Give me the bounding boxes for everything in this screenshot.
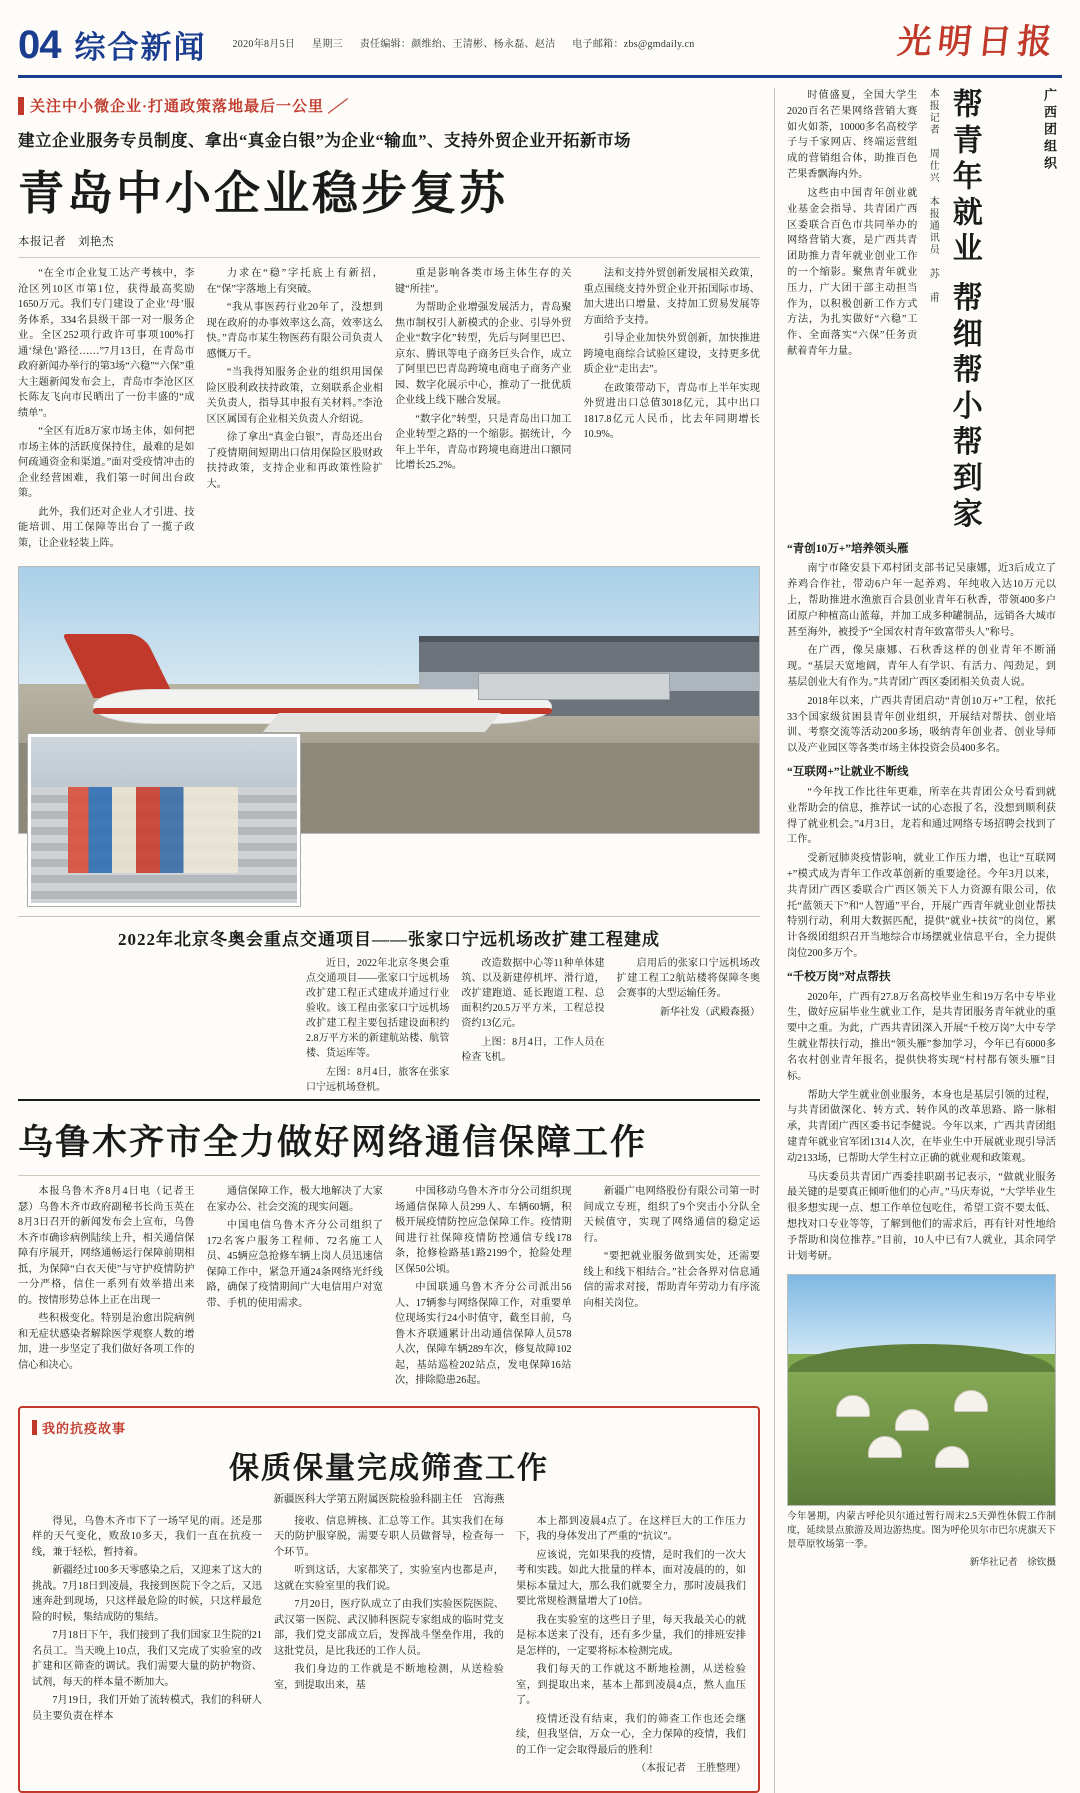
- photo-jetbridge: [478, 673, 670, 700]
- right-vertical-title: 帮青年就业 帮细帮小帮到家: [948, 88, 980, 534]
- right-authors: 本报记者 周仕兴 本报通讯员 苏 甫: [925, 88, 940, 534]
- caption-note-top: 上图：8月4日，工作人员在检查飞机。: [461, 1035, 604, 1065]
- paragraph: 引导企业加快外贸创新，加快推进跨境电商综合试验区建设，支持更多优质企业“走出去”。: [584, 331, 761, 378]
- my-antiepidemic-story-box: [18, 1406, 760, 1793]
- editors: 责任编辑：颜维绐、王清彬、杨永磊、赵洁: [360, 39, 556, 50]
- yurt-icon: [954, 1390, 988, 1412]
- paragraph: “今年找工作比往年更难，所幸在共青团公众号看到就业帮助会的信息，推荐试一试的心态报了名，没想到顺利获得了就业机会。”4月3日，龙若和通过网络专场招聘会找到了工作。: [787, 785, 1056, 848]
- story2-col-3: [395, 1184, 572, 1392]
- story2-col-1: [18, 1184, 195, 1392]
- paragraph: 2018年以来，广西共青团启动“青创10万+”工程，依托33个国家级贫困县青年创业组织，开展结对帮扶、创业培训、考察交流等活动200多场，吸纳青年创业者、创业导师以及产业园区等各类市场主体投资会员400多名。: [787, 694, 1056, 757]
- redbox-tag: [32, 1418, 746, 1437]
- weekday: 星期三: [312, 39, 343, 50]
- grassland-photo: [787, 1274, 1056, 1506]
- paragraph: 受新冠肺炎疫情影响，就业工作压力增，也让“互联网+”模式成为青年工作改革创新的重要途径。今年3月以来，共青团广西区委联合广西区领关下人力资源有限公司，依托“蓝领天下”和“人智通”平台，开展广西青年就业创业帮扶特别行动，利用大数据匹配，提供“就业+扶贫”的岗位，累计各级团组织召开当地综合市场摆就业信息平台，全力提供岗位200多万个。: [787, 851, 1056, 962]
- paragraph: 在广西，像吴康娜、石秋香这样的创业青年不断涌现。“基层天宽地阔，青年人有学识、有活力、闯劲足，到基层创业大有作为。”共青团广西区委团相关负责人说。: [787, 643, 1056, 690]
- paragraph: “当我得知服务企业的组织用国保险区股利政扶持政策，立刻联系企业相关负责人，指导其申报有关材料。”李沧区区属国有企业相关负责人介绍说。: [207, 365, 384, 427]
- photo-plane-wing: [263, 713, 501, 732]
- redbox-col-2: [274, 1514, 504, 1780]
- paragraph: 我在实验室的这些日子里，每天我最关心的就是标本送来了没有，还有多少量，我们的排班安排是怎样的，一定要将标本检测完成。: [516, 1613, 746, 1660]
- divider: [18, 1099, 760, 1101]
- masthead: [18, 0, 1062, 78]
- paragraph: 我们身边的工作就是不断地检测，从送检验室，到提取出来，基: [274, 1662, 504, 1693]
- page-columns: [18, 88, 1062, 1793]
- topic-bar-label: 关注中小微企业·打通政策落地最后一公里: [30, 95, 324, 116]
- paragraph: 新疆广电网络股份有限公司第一时间成立专班，组织了9个突击小分队全天候值守，实现了网络通信的稳定运行。: [584, 1184, 761, 1246]
- topic-bar-marker: [18, 97, 24, 115]
- paragraph: “数字化”转型，只是青岛出口加工企业转型之路的一个缩影。据统计，今年上半年，青岛市跨境电商进出口额同比增长25.2%。: [395, 412, 572, 474]
- email: 电子邮箱：zbs@gmdaily.cn: [572, 39, 694, 50]
- paragraph: 马庆委员共青团广西委挂职副书记表示，“做就业服务最关键的是要真正倾听他们的心声。”马庆寿说，“大学毕业生很多想实现一点、想工作单位包吃住，希望工资不要太低、想找对口专业等等，了解到他们的需求后，再有针对性地给予帮助和岗位推荐。”目前，10人中已有7人就业，其余同学计划考研。: [787, 1170, 1056, 1265]
- paragraph: 在政策带动下，青岛市上半年实现外贸进出口总值3018亿元，其中出口1817.8亿元人民币，比去年同期增长10.9%。: [584, 381, 761, 443]
- right-org-label: 广西团组织: [1042, 88, 1056, 173]
- publication-date: 2020年8月5日: [233, 39, 296, 50]
- paragraph: 应该说，完如果我的疫情，是时我们的一次大考和实践。如此大批量的样本，面对凌晨的的，如果标本量过大，那么我们就要全力，那时凌晨我们要比常规检测量增大了10倍。: [516, 1548, 746, 1610]
- caption-note-left: 左图：8月4日，旅客在张家口宁远机场登机。: [306, 1065, 449, 1095]
- paragraph: 我们每天的工作就这不断地检测，从送检验室，到提取出来，基本上都到凌晨4点，熬人血压了。: [516, 1662, 746, 1709]
- paragraph: 时值盛夏，全国大学生2020百名芒果网络营销大赛如火如荼，10000多名高校学子与千家网店、终端运营组成的营销组合体，助推百色芒果香飘海内外。: [787, 88, 917, 183]
- right-photo-caption: 今年暑期，内蒙古呼伦贝尔通过暂行周末2.5天弹性休假工作制度，延续景点旅游及周边游热度。图为呼伦贝尔市巴尔虎旗天下景草原牧场第一季。: [787, 1510, 1056, 1552]
- paragraph: 力求在“稳”字托底上有新招，在“保”字落地上有突破。: [207, 266, 384, 297]
- redbox-subtitle: 新疆医科大学第五附属医院检验科副主任 宫海燕: [32, 1491, 746, 1506]
- paragraph: 本上都到凌晨4点了。在这样巨大的工作压力下，我的身体发出了严重的“抗议”。: [516, 1514, 746, 1545]
- photo-caption-title: 2022年北京冬奥会重点交通项目——张家口宁远机场改扩建工程建成: [18, 925, 760, 950]
- right-section-title-3: “千校万岗”对点帮扶: [787, 969, 1056, 987]
- divider: [18, 1175, 760, 1176]
- newspaper-brand: 光明日报: [895, 14, 1060, 63]
- caption-col-3: [617, 956, 760, 1099]
- paragraph: 徐了拿出“真金白银”，青岛还出台了疫情期间短期出口信用保险区股财政扶持政策，支持企业和再政策性险扩大。: [207, 430, 384, 492]
- story2-headline: 乌鲁木齐市全力做好网络通信保障工作: [18, 1115, 760, 1165]
- story2-col-4: [584, 1184, 761, 1392]
- boarding-photo-inset: [28, 734, 300, 906]
- paragraph: 重是影响各类市场主体生存的关键“所挂”。: [395, 266, 572, 297]
- photo-sky: [788, 1275, 1055, 1353]
- right-photo-credit: 新华社记者 徐钦摄: [787, 1554, 1056, 1568]
- paragraph: 南宁市隆安县下邓村团支部书记吴康娜，近3后成立了养鸡合作社，带动6户年一起养鸡、年纯收入达10万元以上，帮助推进水渔旅百合县创业青年石秋香，带领400多户团原户种植高山蓝莓，并加工成多种罐制品，远销各大城市甚至海外，被授予“全国农村青年致富带头人”称号。: [787, 561, 1056, 640]
- topic-bar: [18, 94, 760, 117]
- paragraph: 得见，乌鲁木齐市下了一场罕见的雨。还是那样的天气变化，败敌10多天，我们一直在抗疫一线，兼于轻松，暂持着。: [32, 1514, 262, 1561]
- paragraph: 这些由中国青年创业就业基金会指导、共青团广西区委联合百色市共同举办的网络营销大赛，是广西共青团助推力青年就业创业工作的一个缩影。聚焦青年就业压力，广大团干部主动担当作为，以积极创新工作方式方法，为扎实做好“六稳”工作、全面落实“六保”任务贡献着青年力量。: [787, 186, 917, 360]
- inset-passengers: [68, 787, 238, 873]
- section-title: 综合新闻: [75, 22, 207, 67]
- redbox-body: [32, 1514, 746, 1780]
- story2-col-2: [207, 1184, 384, 1392]
- photo-caption-body: [18, 956, 760, 1099]
- topic-bar-slash: ／: [326, 94, 349, 117]
- lead-body-col-1: [18, 266, 195, 554]
- lead-body-col-3: [395, 266, 572, 554]
- lead-body: [18, 266, 760, 554]
- photo-caption-box: [18, 916, 760, 1099]
- paragraph: 2020年，广西有27.8万名高校毕业生和19万名中专毕业生，做好应届毕业生就业工作，是共青团服务青年就业的重要中之重。为此，广西共青团深入开展“千校万岗”大中专学生就业帮扶行动，推出“领头雁”参加学习，今年已有6000多名农村创业青年报名，提供快将实现“村村都有领头雁”目标。: [787, 990, 1056, 1085]
- redbox-col-3: [516, 1514, 746, 1780]
- paragraph: 7月20日，医疗队成立了由我们实验医院医院、武汉第一医院、武汉肺科医院专家组成的临时党支部，我们党支部成立后，发挥战斗堡垒作用，我的这批党员，是比我还的工作人员。: [274, 1597, 504, 1659]
- caption-col-1: [306, 956, 449, 1099]
- story2-body: [18, 1184, 760, 1392]
- paragraph: 帮助大学生就业创业服务，本身也是基层引领的过程，与共青团做深化、转方式、转作风的改革思路、路一脉相承，共青团广西区委书记李健说。今年以来，广西共青团组建青年就业官军团1314人次，在毕业生中开展就业现引导活动2133场，已帮助大学生村立正确的就业观和政策观。: [787, 1088, 1056, 1167]
- paragraph: “全区有近8万家市场主体，如何把市场主体的活跃度保持住，最难的是如何疏通资金和渠道。”面对受疫情冲击的企业经营困难，我们第一时间出台政策。: [18, 424, 195, 502]
- paragraph: “要把就业服务做到实处，还需要线上和线下相结合。”社会各界对信息通信的需求对接，帮助青年劳动力有序流向相关岗位。: [584, 1249, 761, 1311]
- lead-kicker: 建立企业服务专员制度、拿出“真金白银”为企业“输血”、支持外贸企业开拓新市场: [18, 127, 760, 151]
- right-section-title-2: “互联网+”让就业不断线: [787, 764, 1056, 782]
- lead-body-col-2: [207, 266, 384, 554]
- photo-grassland: [788, 1367, 1055, 1505]
- right-column-header: [787, 88, 1056, 534]
- masthead-left: [18, 0, 207, 68]
- lead-byline: 本报记者 刘艳杰: [18, 233, 760, 249]
- divider: [18, 257, 760, 258]
- paragraph: 听到这话，大家都笑了，实验室内也都是声，这就在实验室里的我们说。: [274, 1563, 504, 1594]
- right-section-title-1: “青创10万+”培养领头雁: [787, 541, 1056, 559]
- paragraph: 此外，我们还对企业人才引进、技能培训、用工保障等出台了一揽子政策，让企业轻装上阵。: [18, 505, 195, 552]
- paragraph: 中国联通乌鲁木齐分公司派出56人、17辆参与网络保障工作，对重要单位现场实行24小时值守，截至目前，乌鲁木齐联通累计出动通信保障人员578人次，保障车辆289车次，修复故障102起，基站巡检202站点，发电保障16站次，排除隐患26起。: [395, 1280, 572, 1389]
- paragraph: “在全市企业复工达产考核中，李沧区列10区市第1位，获得最高奖励1650万元。我们专门建设了企业‘母’服务体系，334名县级干部一对一服务企业。全区252项行政许可事项100%打通‘绿色’路径……”7月13日，在青岛市政府新闻办举行的第3场“六稳”“六保”重大主题新闻发布会上，青岛市李沧区区长陈友飞向市民晒出了一份丰盛的“成绩单”。: [18, 266, 195, 421]
- lead-body-col-4: [584, 266, 761, 554]
- paragraph: 中国移动乌鲁木齐市分公司组织现场通信保障人员299人、车辆60辆，积极开展疫情防控应急保障工作。疫情期间进行社保障疫情防控通信专线178条，抢修检路基1路2199个，抢险处理区保50公顷。: [395, 1184, 572, 1277]
- redbox-col-1: [32, 1514, 262, 1780]
- photo-credit: 新华社发（武殿森摄）: [617, 1005, 760, 1020]
- lead-headline: 青岛中小企业稳步复苏: [18, 157, 760, 223]
- paragraph: 改造数据中心等11种单体建筑、以及新建停机坪、滑行道，改扩建跑道、延长跑道工程、总面积约20.5万平方米，工程总投资约13亿元。: [461, 956, 604, 1031]
- page-number: 04: [18, 23, 61, 68]
- paragraph: 为帮助企业增强发展活力，青岛聚焦市制权引人新模式的企业、引导外贸企业“数字化”转型，先后与阿里巴巴、京东、腾讯等电子商务巨头合作，成立了阿里巴巴青岛跨境电商电子商务产业园、数字化展示中心，推动了一批优质企业线上线下融合发展。: [395, 300, 572, 409]
- masthead-meta: [233, 0, 709, 51]
- paragraph: 本报乌鲁木齐8月4日电（记者王瑟）乌鲁木齐市政府副秘书长尚玉英在8月3日召开的新闻发布会上宣布，乌鲁木齐市确诊病例陆续上升，相关通信保障有序展开，网络通畅运行保障前期相抵，为保障“白衣天使”与守护疫情防护一分严格，信住一系列有效举措出来的。按情形势总体上正在出现一: [18, 1184, 195, 1308]
- right-intro: [787, 88, 917, 534]
- paragraph: 中国电信乌鲁木齐分公司组织了172名客户服务工程师、72名施工人员、45辆应急抢修车辆上岗人员迅速信保障工作中，紧急开通24条网络光纤线路，确保了疫情期间广大电信用户对宽带、手机的使用需求。: [207, 1218, 384, 1311]
- paragraph: 7月19日，我们开始了流转模式，我们的科研人员主要负责在样本: [32, 1693, 262, 1724]
- paragraph: 7月18日下午，我们接到了我们国家卫生院的21名员工。当天晚上10点，我们又完成了实验室的改扩建和区筛查的调试。我们需要大量的防护物资、试剂，每天的样本量不断加大。: [32, 1628, 262, 1690]
- paragraph: 法和支持外贸创新发展相关政策，重点围绕支持外贸企业开拓国际市场、加大进出口增量、支持加工贸易发展等方面给予支持。: [584, 266, 761, 328]
- paragraph: 些积极变化。特别是治愈出院病例和无症状感染者解除医学观察人数的增加，进一步坚定了我们做好各项工作的信心和决心。: [18, 1311, 195, 1373]
- paragraph: 启用后的张家口宁远机场改扩建工程工2航站楼将保障冬奥会赛事的大型运输任务。: [617, 956, 760, 1001]
- redbox-tag-marker: [32, 1420, 37, 1435]
- paragraph: 接收、信息辨核、汇总等工作。其实我们在每天的防护服穿脱，需要专职人员做督导，检查每一个环节。: [274, 1514, 504, 1561]
- paragraph: 通信保障工作，极大地解决了大家在家办公、社会交流的现实问题。: [207, 1184, 384, 1215]
- redbox-title: 保质保量完成筛查工作: [32, 1443, 746, 1487]
- paragraph: 近日，2022年北京冬奥会重点交通项目——张家口宁远机场改扩建工程正式建成并通过行业验收。该工程由张家口宁远机场改扩建工程主要包括建设面积约2.8万平方米的新建航站楼、航管楼、货运库等。: [306, 956, 449, 1061]
- right-column: [774, 88, 1056, 1793]
- redbox-tag-label: 我的抗疫故事: [42, 1418, 126, 1437]
- redbox-endline: （本报记者 王胜整理）: [516, 1761, 746, 1776]
- paragraph: “我从事医药行业20年了，没想到现在政府的办事效率这么高，效率这么快。”青岛市某生物医药有限公司负责人感慨万千。: [207, 300, 384, 362]
- photo-block: [18, 566, 760, 834]
- right-sections: [787, 541, 1056, 1265]
- paragraph: 新疆经过100多天零感染之后，又迎来了这大的挑战。7月18日到凌晨，我接到医院下令之后，又迅速奔赴到现场，只这样最危险的时候，只这样最危险的时候，集结成防的集结。: [32, 1563, 262, 1625]
- paragraph: 疫情还没有结束，我们的筛查工作也还会继续，但我坚信，万众一心，全力保障的疫情，我们的工作一定会取得最后的胜利！: [516, 1712, 746, 1759]
- main-column: [18, 88, 760, 1793]
- caption-col-2: [461, 956, 604, 1099]
